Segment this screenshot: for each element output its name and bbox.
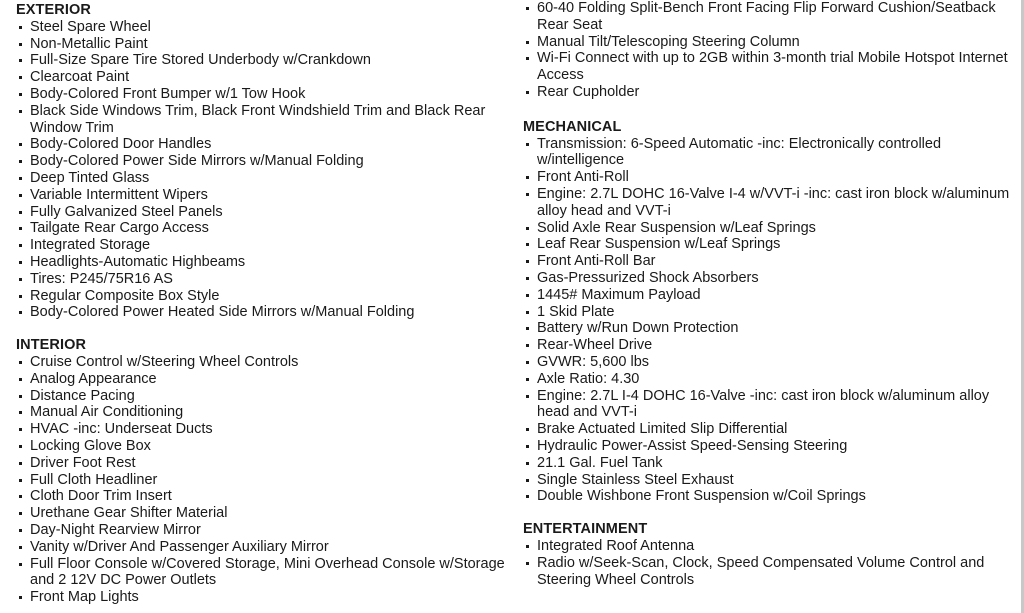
feature-list-item: Engine: 2.7L DOHC 16-Valve I-4 w/VVT-i -inc: cast iron block w/aluminum alloy head and VVT-i bbox=[523, 186, 1013, 220]
feature-list-item: Clearcoat Paint bbox=[16, 69, 511, 86]
feature-list-item: Double Wishbone Front Suspension w/Coil Springs bbox=[523, 488, 1013, 505]
feature-list-item: Body-Colored Door Handles bbox=[16, 136, 511, 153]
interior-list bbox=[16, 354, 511, 606]
feature-list-item: Variable Intermittent Wipers bbox=[16, 187, 511, 204]
feature-list-item: Tailgate Rear Cargo Access bbox=[16, 220, 511, 237]
feature-list-item: Urethane Gear Shifter Material bbox=[16, 505, 511, 522]
feature-list-item: Manual Air Conditioning bbox=[16, 404, 511, 421]
feature-list-item: Full Cloth Headliner bbox=[16, 472, 511, 489]
feature-list-item: Manual Tilt/Telescoping Steering Column bbox=[523, 34, 1013, 51]
mechanical-heading: MECHANICAL bbox=[523, 118, 622, 135]
feature-list-item: Full-Size Spare Tire Stored Underbody w/Crankdown bbox=[16, 52, 511, 69]
exterior-list bbox=[16, 19, 511, 321]
feature-list-item: Battery w/Run Down Protection bbox=[523, 320, 1013, 337]
feature-list-item: Vanity w/Driver And Passenger Auxiliary Mirror bbox=[16, 539, 511, 556]
feature-list-item: 1 Skid Plate bbox=[523, 304, 1013, 321]
feature-list-item: Body-Colored Power Side Mirrors w/Manual Folding bbox=[16, 153, 511, 170]
feature-list-item: Cloth Door Trim Insert bbox=[16, 488, 511, 505]
exterior-section bbox=[16, 2, 511, 321]
feature-list-item: Brake Actuated Limited Slip Differential bbox=[523, 421, 1013, 438]
feature-list-item: Distance Pacing bbox=[16, 388, 511, 405]
feature-list-item: Fully Galvanized Steel Panels bbox=[16, 204, 511, 221]
feature-list-item: Analog Appearance bbox=[16, 371, 511, 388]
feature-list-item: Deep Tinted Glass bbox=[16, 170, 511, 187]
mechanical-list bbox=[523, 136, 1013, 506]
feature-list-item: Rear Cupholder bbox=[523, 84, 1013, 101]
feature-list-item: Front Map Lights bbox=[16, 589, 511, 606]
feature-list-item: Driver Foot Rest bbox=[16, 455, 511, 472]
feature-list-item: Body-Colored Front Bumper w/1 Tow Hook bbox=[16, 86, 511, 103]
mechanical-section bbox=[523, 119, 1013, 505]
feature-list-item: Headlights-Automatic Highbeams bbox=[16, 254, 511, 271]
feature-list-item: Gas-Pressurized Shock Absorbers bbox=[523, 270, 1013, 287]
feature-list-item: Solid Axle Rear Suspension w/Leaf Springs bbox=[523, 220, 1013, 237]
feature-list-item: Non-Metallic Paint bbox=[16, 36, 511, 53]
feature-list-item: Cruise Control w/Steering Wheel Controls bbox=[16, 354, 511, 371]
interior-continued-list bbox=[523, 0, 1013, 101]
feature-list-item: Rear-Wheel Drive bbox=[523, 337, 1013, 354]
right-column bbox=[523, 0, 1013, 588]
left-column bbox=[16, 0, 511, 606]
feature-list-item: Black Side Windows Trim, Black Front Windshield Trim and Black Rear Window Trim bbox=[16, 103, 511, 137]
entertainment-list bbox=[523, 538, 1013, 588]
feature-list-item: HVAC -inc: Underseat Ducts bbox=[16, 421, 511, 438]
feature-list-item: 1445# Maximum Payload bbox=[523, 287, 1013, 304]
feature-list-item: 60-40 Folding Split-Bench Front Facing Flip Forward Cushion/Seatback Rear Seat bbox=[523, 0, 1013, 34]
feature-list-item: Engine: 2.7L I-4 DOHC 16-Valve -inc: cast iron block w/aluminum alloy head and VVT-i bbox=[523, 388, 1013, 422]
entertainment-heading: ENTERTAINMENT bbox=[523, 521, 648, 538]
feature-list-item: Regular Composite Box Style bbox=[16, 288, 511, 305]
feature-list-item: Integrated Roof Antenna bbox=[523, 538, 1013, 555]
feature-list-item: Body-Colored Power Heated Side Mirrors w/Manual Folding bbox=[16, 304, 511, 321]
feature-list-item: Radio w/Seek-Scan, Clock, Speed Compensated Volume Control and Steering Wheel Controls bbox=[523, 555, 1013, 589]
feature-list-item: Wi-Fi Connect with up to 2GB within 3-month trial Mobile Hotspot Internet Access bbox=[523, 50, 1013, 84]
feature-list-item: Transmission: 6-Speed Automatic -inc: Electronically controlled w/intelligence bbox=[523, 136, 1013, 170]
feature-list-item: Steel Spare Wheel bbox=[16, 19, 511, 36]
feature-list-item: Axle Ratio: 4.30 bbox=[523, 371, 1013, 388]
feature-list-item: Front Anti-Roll bbox=[523, 169, 1013, 186]
feature-list-item: Tires: P245/75R16 AS bbox=[16, 271, 511, 288]
feature-list-item: Locking Glove Box bbox=[16, 438, 511, 455]
entertainment-section bbox=[523, 521, 1013, 588]
feature-list-item: GVWR: 5,600 lbs bbox=[523, 354, 1013, 371]
feature-list-item: Full Floor Console w/Covered Storage, Mini Overhead Console w/Storage and 2 12V DC Power Outlets bbox=[16, 556, 511, 590]
feature-list-item: Front Anti-Roll Bar bbox=[523, 253, 1013, 270]
interior-heading: INTERIOR bbox=[16, 337, 87, 354]
feature-list-item: 21.1 Gal. Fuel Tank bbox=[523, 455, 1013, 472]
feature-list-item: Leaf Rear Suspension w/Leaf Springs bbox=[523, 236, 1013, 253]
interior-section bbox=[16, 337, 511, 606]
exterior-heading: EXTERIOR bbox=[16, 2, 91, 18]
feature-list-item: Single Stainless Steel Exhaust bbox=[523, 472, 1013, 489]
feature-list-item: Hydraulic Power-Assist Speed-Sensing Steering bbox=[523, 438, 1013, 455]
feature-list-item: Integrated Storage bbox=[16, 237, 511, 254]
feature-list-item: Day-Night Rearview Mirror bbox=[16, 522, 511, 539]
